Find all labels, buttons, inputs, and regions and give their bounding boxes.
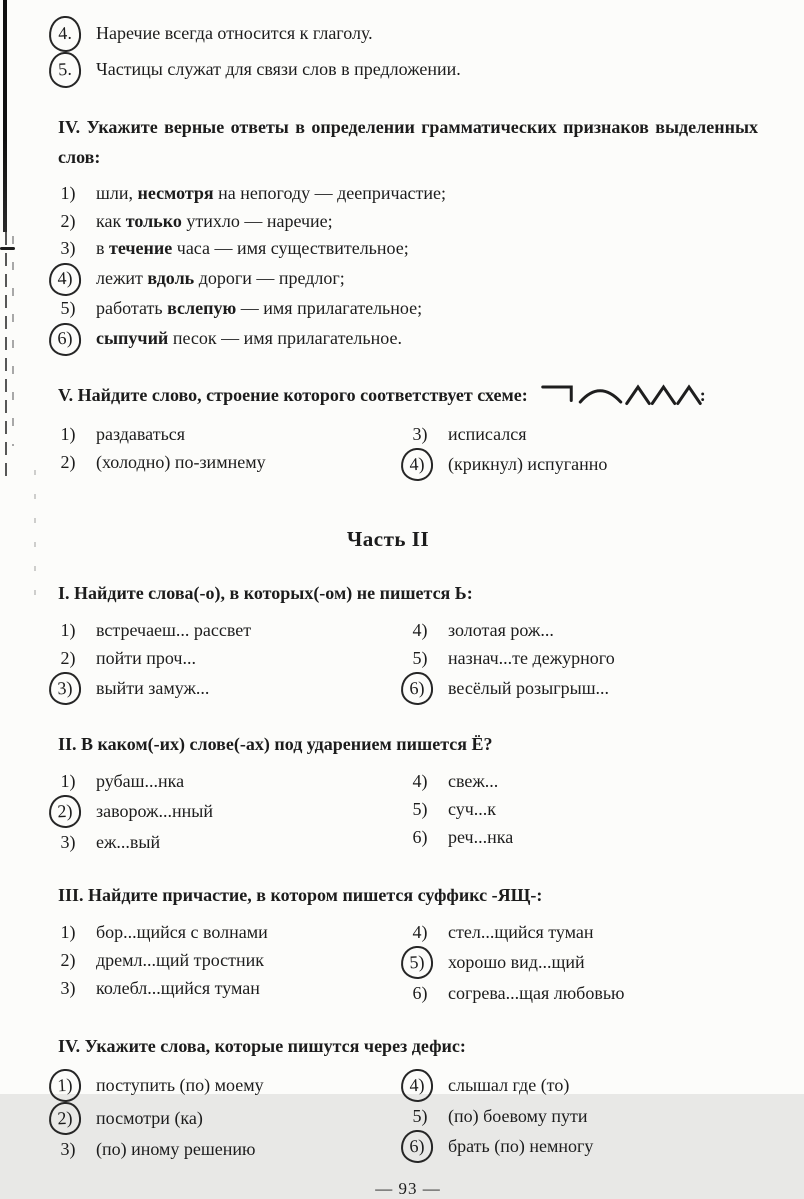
answer-text: назнач...те дежурного [448, 647, 615, 668]
answer-column-right [410, 918, 758, 1007]
answer-column-left [58, 918, 410, 1007]
answer-text: сыпучий песок — имя прилагательное. [96, 327, 402, 348]
answer-number [58, 323, 96, 356]
answer-number: 4) [412, 921, 428, 942]
answer-item [58, 974, 410, 1002]
answer-item [58, 263, 758, 296]
answer-list [58, 767, 758, 856]
answer-text: колебл...щийся туман [96, 977, 260, 998]
answer-text: дремл...щий тростник [96, 949, 265, 970]
answer-item [410, 946, 758, 979]
answer-item [58, 295, 758, 323]
circled-answer-mark: 1) [48, 1068, 82, 1103]
answer-item [58, 828, 410, 856]
answer-column-left [58, 420, 410, 481]
statement-item [58, 52, 758, 88]
answer-text: еж...вый [96, 831, 161, 852]
scheme-trailing-colon: : [699, 384, 706, 405]
scan-binding-artifact [5, 232, 7, 482]
answer-column-left [58, 767, 410, 856]
answer-number [58, 1069, 96, 1102]
answer-number [410, 1130, 448, 1163]
question-section-p2-1 [58, 578, 758, 705]
answer-item [410, 448, 758, 481]
answer-number [58, 52, 96, 88]
answer-column-left [58, 616, 410, 705]
answer-text: лежит вдоль дороги — предлог; [96, 267, 345, 288]
answer-item [58, 946, 410, 974]
answer-number: 2) [60, 647, 76, 668]
answer-number: 6) [412, 826, 428, 847]
answer-item [410, 795, 758, 823]
answer-item [410, 1069, 758, 1102]
scan-binding-artifact [0, 247, 15, 250]
answer-list [58, 918, 758, 1007]
answer-number: 4) [412, 770, 428, 791]
page-number: — 93 — [375, 1178, 441, 1198]
answer-list [58, 1069, 758, 1163]
answer-item [58, 918, 410, 946]
question-title: V. Найдите слово, строение которого соответствует схеме: [58, 384, 528, 405]
answer-item [58, 795, 410, 828]
answer-number: 3) [60, 1138, 76, 1159]
answer-text: брать (по) немногу [448, 1135, 594, 1156]
statement-list [58, 16, 758, 88]
answer-number: 5) [412, 1105, 428, 1126]
answer-text: свеж... [448, 770, 499, 791]
answer-text: пойти проч... [96, 647, 196, 668]
question-title: IV. Укажите верные ответы в определении грамматических признаков выделенных слов: [58, 117, 758, 167]
answer-text: (по) иному решению [96, 1138, 256, 1159]
circled-answer-mark: 4) [400, 1068, 434, 1103]
answer-column-right [410, 616, 758, 705]
answer-number [410, 1069, 448, 1102]
answer-column-right [410, 1069, 758, 1163]
answer-text: посмотри (ка) [96, 1107, 203, 1128]
answer-item [58, 420, 410, 448]
answer-text: (по) боевому пути [448, 1105, 588, 1126]
answer-text: стел...щийся туман [448, 921, 594, 942]
answer-item [410, 420, 758, 448]
answer-text: как только утихло — наречие; [96, 210, 333, 231]
answer-text: встречаеш... рассвет [96, 619, 252, 640]
circled-answer-mark: 5. [48, 51, 82, 89]
answer-column-right [410, 420, 758, 481]
answer-item [410, 1130, 758, 1163]
question-title: IV. Укажите слова, которые пишутся через дефис: [58, 1035, 466, 1056]
circled-answer-mark: 4. [48, 15, 82, 53]
answer-number: 2) [60, 451, 76, 472]
answer-item [410, 979, 758, 1007]
answer-list [58, 180, 758, 356]
answer-text: шли, несмотря на непогоду — деепричастие; [96, 183, 447, 203]
answer-number [58, 672, 96, 705]
answer-number: 1) [60, 921, 76, 942]
scan-binding-artifact [3, 0, 7, 232]
answer-number [58, 795, 96, 828]
circled-answer-mark: 6) [400, 671, 434, 706]
circled-answer-mark: 2) [48, 794, 82, 829]
answer-number [410, 448, 448, 481]
answer-text: весёлый розыгрыш... [448, 677, 610, 698]
circled-answer-mark: 4) [48, 262, 82, 296]
answer-text: раздаваться [96, 423, 186, 444]
question-section-p2-2 [58, 729, 758, 856]
answer-number: 5) [60, 298, 76, 319]
question-section-p2-3 [58, 880, 758, 1007]
answer-item [58, 448, 410, 476]
scan-binding-artifact [12, 236, 14, 446]
answer-number: 1) [60, 183, 76, 203]
answer-number: 2) [60, 949, 76, 970]
answer-number: 5) [412, 798, 428, 819]
answer-text: выйти замуж... [96, 677, 210, 698]
answer-number: 1) [60, 770, 76, 791]
question-section-p2-4 [58, 1031, 758, 1163]
circled-answer-mark: 3) [48, 671, 82, 706]
answer-item [410, 823, 758, 851]
statement-text: Частицы служат для связи слов в предложении. [96, 59, 461, 79]
answer-number [410, 672, 448, 705]
scan-binding-artifact [34, 470, 36, 600]
answer-item [58, 323, 758, 356]
statement-item [58, 16, 758, 52]
circled-answer-mark: 2) [48, 1101, 82, 1136]
question-title: II. В каком(-их) слове(-ах) под ударением пишется Ё? [58, 733, 493, 754]
question-title: III. Найдите причастие, в котором пишется суффикс -ЯЩ-: [58, 884, 543, 905]
answer-text: хорошо вид...щий [448, 951, 585, 972]
answer-item [58, 1102, 410, 1135]
answer-number [410, 946, 448, 979]
answer-number: 4) [412, 619, 428, 640]
answer-number: 2) [60, 210, 76, 231]
answer-item [58, 1069, 410, 1102]
answer-number [58, 263, 96, 296]
statement-text: Наречие всегда относится к глаголу. [96, 23, 373, 43]
word-structure-scheme-icon [538, 378, 696, 408]
answer-item [410, 1102, 758, 1130]
question-title-row [58, 380, 758, 410]
circled-answer-mark: 6) [48, 322, 82, 356]
answer-number [58, 1102, 96, 1135]
answer-column-left [58, 1069, 410, 1163]
answer-item [58, 180, 758, 208]
question-section-p1-5 [58, 380, 758, 481]
circled-answer-mark: 6) [400, 1129, 434, 1164]
answer-number: 3) [60, 238, 76, 259]
answer-text: работать вслепую — имя прилагательное; [96, 298, 423, 319]
answer-number: 6) [412, 982, 428, 1003]
answer-number: 1) [60, 423, 76, 444]
answer-number: 3) [60, 831, 76, 852]
answer-item [410, 672, 758, 705]
answer-item [410, 767, 758, 795]
answer-item [410, 918, 758, 946]
answer-text: заворож...нный [96, 800, 213, 821]
answer-text: исписался [448, 423, 527, 444]
answer-number: 3) [412, 423, 428, 444]
question-title: I. Найдите слова(-о), в которых(-ом) не пишется Ь: [58, 582, 473, 603]
answer-number [58, 16, 96, 52]
answer-column-right [410, 767, 758, 856]
answer-item [58, 672, 410, 705]
answer-item [58, 1135, 410, 1163]
circled-answer-mark: 4) [400, 447, 434, 482]
answer-text: суч...к [448, 798, 497, 819]
answer-list [58, 616, 758, 705]
answer-text: золотая рож... [448, 619, 554, 640]
answer-item [58, 767, 410, 795]
answer-item [410, 616, 758, 644]
answer-text: согрева...щая любовью [448, 982, 625, 1003]
answer-text: реч...нка [448, 826, 514, 847]
answer-item [58, 616, 410, 644]
answer-text: поступить (по) моему [96, 1074, 264, 1095]
answer-item [58, 208, 758, 236]
circled-answer-mark: 5) [400, 945, 434, 980]
answer-list [58, 420, 758, 481]
answer-item [410, 644, 758, 672]
answer-text: (крикнул) испуганно [448, 453, 608, 474]
answer-item [58, 235, 758, 263]
answer-text: рубаш...нка [96, 770, 185, 791]
answer-text: бор...щийся с волнами [96, 921, 268, 942]
answer-number: 3) [60, 977, 76, 998]
answer-number: 1) [60, 619, 76, 640]
answer-number: 5) [412, 647, 428, 668]
part2-heading: Часть II [346, 526, 430, 551]
question-section-p1-4 [58, 112, 758, 356]
answer-text: слышал где (то) [448, 1074, 570, 1095]
answer-text: (холодно) по-зимнему [96, 451, 266, 472]
answer-text: в течение часа — имя существительное; [96, 238, 409, 259]
answer-item [58, 644, 410, 672]
